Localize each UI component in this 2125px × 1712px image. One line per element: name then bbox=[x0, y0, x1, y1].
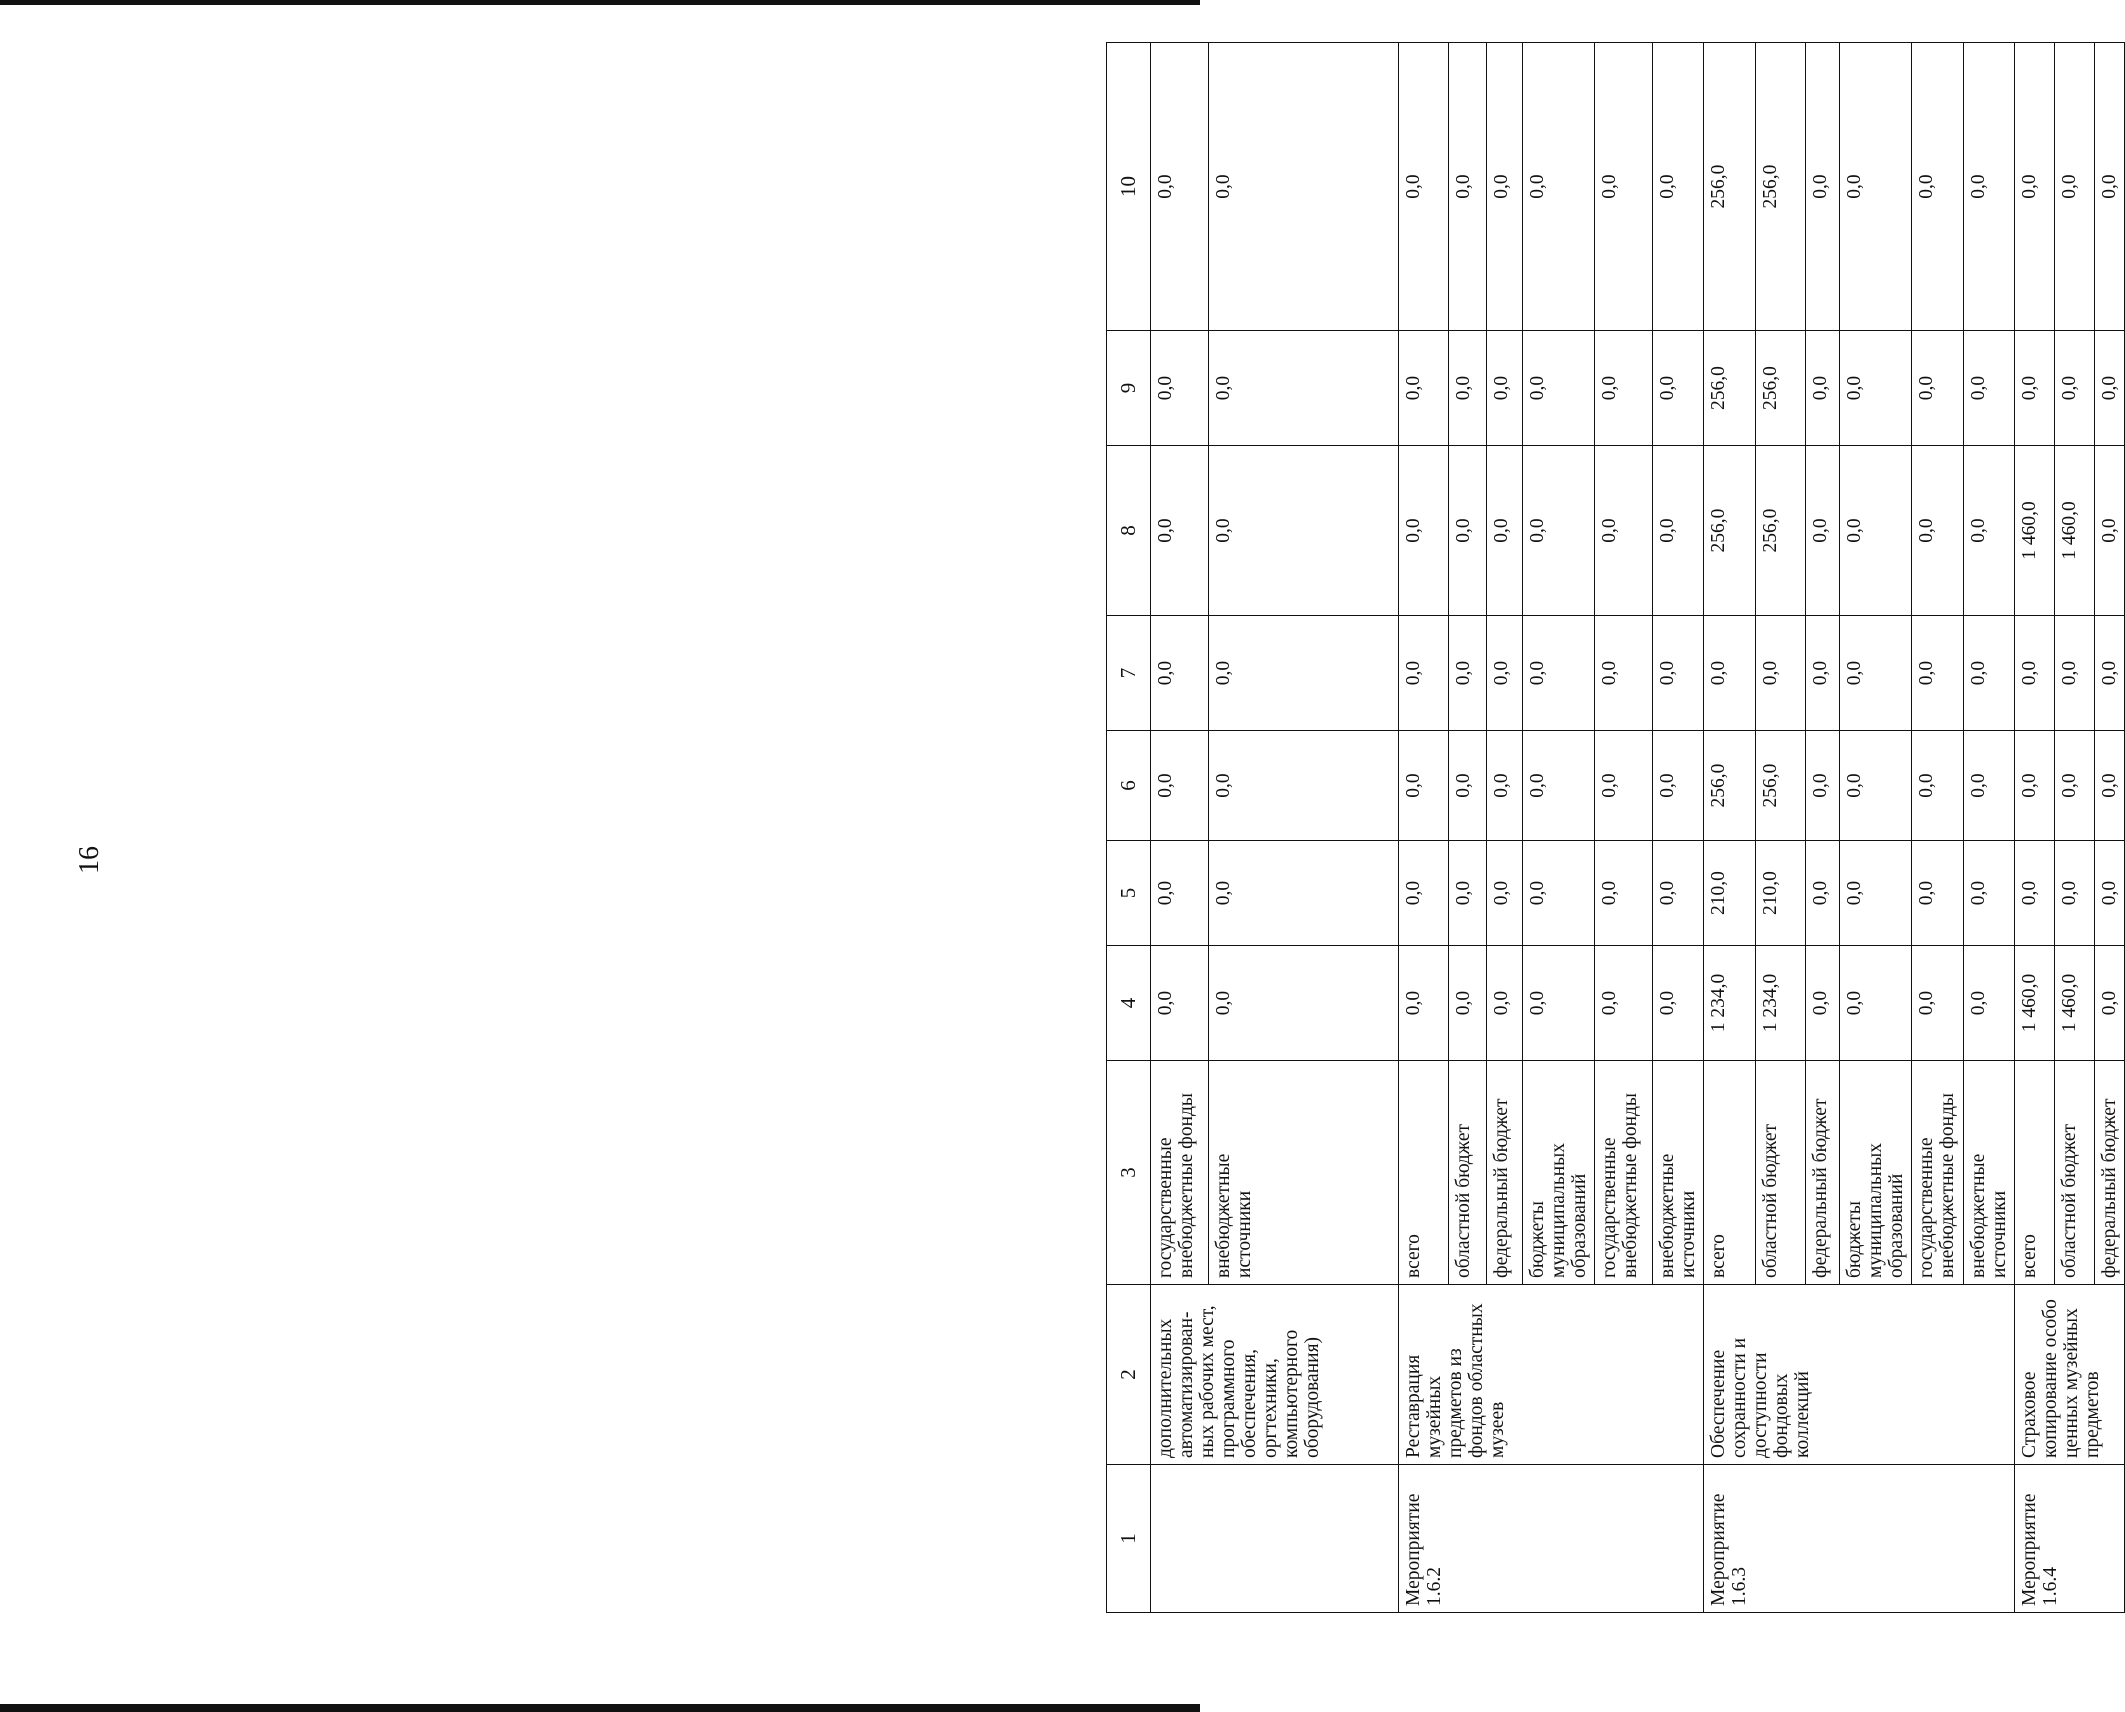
value-cell: 256,0 bbox=[1756, 446, 1806, 616]
value-cell: 0,0 bbox=[1912, 731, 1964, 841]
value-cell: 0,0 bbox=[2095, 43, 2125, 331]
value-cell: 0,0 bbox=[1209, 331, 1399, 446]
value-cell: 0,0 bbox=[2095, 331, 2125, 446]
value-cell: 0,0 bbox=[1653, 841, 1704, 946]
value-cell: 0,0 bbox=[2055, 43, 2095, 331]
value-cell: 1 234,0 bbox=[1756, 946, 1806, 1061]
value-cell: 256,0 bbox=[1704, 446, 1756, 616]
value-cell: 0,0 bbox=[2095, 946, 2125, 1061]
column-header: 2 bbox=[1107, 1285, 1151, 1465]
value-cell: 0,0 bbox=[1653, 331, 1704, 446]
column-header: 8 bbox=[1107, 446, 1151, 616]
value-cell: 0,0 bbox=[1523, 331, 1595, 446]
value-cell: 0,0 bbox=[1449, 946, 1487, 1061]
value-cell: 0,0 bbox=[1964, 331, 2015, 446]
value-cell: 0,0 bbox=[2095, 616, 2125, 731]
funding-source: областной бюджет bbox=[1449, 1061, 1487, 1285]
value-cell: 0,0 bbox=[1806, 43, 1840, 331]
value-cell: 0,0 bbox=[1487, 43, 1523, 331]
value-cell: 0,0 bbox=[1151, 841, 1209, 946]
value-cell: 0,0 bbox=[1840, 331, 1912, 446]
value-cell: 0,0 bbox=[1209, 731, 1399, 841]
event-label: Мероприятие 1.6.4 bbox=[2015, 1465, 2125, 1613]
value-cell: 0,0 bbox=[1209, 616, 1399, 731]
value-cell: 0,0 bbox=[1595, 841, 1653, 946]
funding-source: внебюджетные источники bbox=[1209, 1061, 1399, 1285]
event-description: Реставрация музейных предметов из фондов областных музеев bbox=[1399, 1285, 1704, 1465]
funding-source: государственные внебюджетные фонды bbox=[1151, 1061, 1209, 1285]
value-cell: 0,0 bbox=[1209, 446, 1399, 616]
value-cell: 0,0 bbox=[1449, 43, 1487, 331]
funding-source: федеральный бюджет bbox=[1487, 1061, 1523, 1285]
funding-source: областной бюджет bbox=[1756, 1061, 1806, 1285]
value-cell: 0,0 bbox=[1704, 616, 1756, 731]
column-header: 10 bbox=[1107, 43, 1151, 331]
value-cell: 0,0 bbox=[1806, 331, 1840, 446]
value-cell: 0,0 bbox=[1912, 841, 1964, 946]
value-cell: 0,0 bbox=[1449, 616, 1487, 731]
value-cell: 0,0 bbox=[1964, 841, 2015, 946]
value-cell: 0,0 bbox=[1487, 331, 1523, 446]
value-cell: 0,0 bbox=[1449, 841, 1487, 946]
page-number: 16 bbox=[74, 846, 105, 874]
funding-source: бюджеты муниципальных образований bbox=[1840, 1061, 1912, 1285]
event-description: Страховое копирование особо ценных музейных предметов bbox=[2015, 1285, 2125, 1465]
budget-table-rotated bbox=[1106, 43, 2120, 1613]
value-cell: 0,0 bbox=[2015, 331, 2055, 446]
value-cell: 0,0 bbox=[1487, 731, 1523, 841]
header-row bbox=[1107, 43, 1151, 1613]
value-cell: 0,0 bbox=[1209, 946, 1399, 1061]
value-cell: 0,0 bbox=[1595, 731, 1653, 841]
funding-source: всего bbox=[1704, 1061, 1756, 1285]
value-cell: 0,0 bbox=[1151, 446, 1209, 616]
value-cell: 0,0 bbox=[1840, 731, 1912, 841]
table-row bbox=[1399, 43, 1449, 1613]
value-cell: 0,0 bbox=[1399, 616, 1449, 731]
value-cell: 0,0 bbox=[1912, 331, 1964, 446]
value-cell: 0,0 bbox=[1523, 43, 1595, 331]
column-header: 9 bbox=[1107, 331, 1151, 446]
value-cell: 0,0 bbox=[2015, 841, 2055, 946]
value-cell: 0,0 bbox=[1806, 946, 1840, 1061]
value-cell: 0,0 bbox=[1209, 43, 1399, 331]
value-cell: 0,0 bbox=[1840, 841, 1912, 946]
value-cell: 0,0 bbox=[1151, 331, 1209, 446]
value-cell: 0,0 bbox=[1209, 841, 1399, 946]
funding-source: всего bbox=[1399, 1061, 1449, 1285]
value-cell: 0,0 bbox=[1449, 731, 1487, 841]
funding-source: всего bbox=[2015, 1061, 2055, 1285]
event-label: Мероприятие 1.6.2 bbox=[1399, 1465, 1704, 1613]
value-cell: 0,0 bbox=[2095, 841, 2125, 946]
value-cell: 1 460,0 bbox=[2055, 946, 2095, 1061]
value-cell: 0,0 bbox=[2015, 731, 2055, 841]
event-description: дополнительных автоматизирован-ных рабочих мест, программного обеспечения, оргтехники, компьютерного оборудования) bbox=[1151, 1285, 1399, 1465]
value-cell: 1 460,0 bbox=[2055, 446, 2095, 616]
value-cell: 0,0 bbox=[1523, 946, 1595, 1061]
value-cell: 0,0 bbox=[1523, 731, 1595, 841]
value-cell: 0,0 bbox=[1595, 446, 1653, 616]
value-cell: 256,0 bbox=[1756, 331, 1806, 446]
table-body bbox=[1107, 43, 2125, 1613]
value-cell: 0,0 bbox=[1806, 731, 1840, 841]
budget-table bbox=[1106, 42, 2125, 1613]
value-cell: 0,0 bbox=[1912, 946, 1964, 1061]
value-cell: 0,0 bbox=[1653, 946, 1704, 1061]
column-header: 6 bbox=[1107, 731, 1151, 841]
value-cell: 1 234,0 bbox=[1704, 946, 1756, 1061]
value-cell: 256,0 bbox=[1756, 731, 1806, 841]
value-cell: 0,0 bbox=[1399, 331, 1449, 446]
value-cell: 0,0 bbox=[1487, 946, 1523, 1061]
value-cell: 0,0 bbox=[1806, 446, 1840, 616]
value-cell: 0,0 bbox=[1653, 43, 1704, 331]
value-cell: 0,0 bbox=[1523, 616, 1595, 731]
value-cell: 0,0 bbox=[1487, 841, 1523, 946]
value-cell: 0,0 bbox=[1912, 43, 1964, 331]
table-row bbox=[1704, 43, 1756, 1613]
value-cell: 256,0 bbox=[1704, 43, 1756, 331]
top-scan-border bbox=[0, 0, 1200, 5]
funding-source: федеральный бюджет bbox=[1806, 1061, 1840, 1285]
value-cell: 0,0 bbox=[1964, 446, 2015, 616]
value-cell: 0,0 bbox=[1487, 446, 1523, 616]
value-cell: 0,0 bbox=[2055, 616, 2095, 731]
value-cell: 0,0 bbox=[1912, 616, 1964, 731]
value-cell: 0,0 bbox=[1840, 446, 1912, 616]
value-cell: 0,0 bbox=[1523, 446, 1595, 616]
table-row bbox=[1151, 43, 1209, 1613]
value-cell: 0,0 bbox=[1964, 731, 2015, 841]
event-label: Мероприятие 1.6.3 bbox=[1704, 1465, 2015, 1613]
value-cell: 0,0 bbox=[1653, 616, 1704, 731]
value-cell: 0,0 bbox=[2055, 331, 2095, 446]
value-cell: 0,0 bbox=[1151, 43, 1209, 331]
bottom-scan-border bbox=[0, 1704, 1200, 1712]
column-header: 7 bbox=[1107, 616, 1151, 731]
column-header: 1 bbox=[1107, 1465, 1151, 1613]
event-description: Обеспечение сохранности и доступности фондовых коллекций bbox=[1704, 1285, 2015, 1465]
table-row bbox=[2015, 43, 2055, 1613]
value-cell: 0,0 bbox=[1399, 841, 1449, 946]
value-cell: 0,0 bbox=[1653, 446, 1704, 616]
value-cell: 0,0 bbox=[1151, 731, 1209, 841]
value-cell: 0,0 bbox=[1653, 731, 1704, 841]
value-cell: 0,0 bbox=[1840, 43, 1912, 331]
funding-source: внебюджетные источники bbox=[1964, 1061, 2015, 1285]
value-cell: 0,0 bbox=[1806, 616, 1840, 731]
funding-source: государственные внебюджетные фонды bbox=[1595, 1061, 1653, 1285]
value-cell: 0,0 bbox=[1595, 946, 1653, 1061]
value-cell: 0,0 bbox=[1912, 446, 1964, 616]
value-cell: 0,0 bbox=[1840, 616, 1912, 731]
value-cell: 0,0 bbox=[1523, 841, 1595, 946]
column-header: 3 bbox=[1107, 1061, 1151, 1285]
value-cell: 0,0 bbox=[2015, 616, 2055, 731]
value-cell: 0,0 bbox=[2095, 731, 2125, 841]
value-cell: 0,0 bbox=[1151, 616, 1209, 731]
value-cell: 0,0 bbox=[1964, 946, 2015, 1061]
value-cell: 0,0 bbox=[1595, 331, 1653, 446]
value-cell: 1 460,0 bbox=[2015, 446, 2055, 616]
value-cell: 0,0 bbox=[1399, 446, 1449, 616]
value-cell: 0,0 bbox=[1151, 946, 1209, 1061]
funding-source: бюджеты муниципальных образований bbox=[1523, 1061, 1595, 1285]
value-cell: 0,0 bbox=[1595, 616, 1653, 731]
value-cell: 256,0 bbox=[1704, 731, 1756, 841]
value-cell: 0,0 bbox=[1595, 43, 1653, 331]
value-cell: 0,0 bbox=[2055, 841, 2095, 946]
column-header: 5 bbox=[1107, 841, 1151, 946]
value-cell: 210,0 bbox=[1756, 841, 1806, 946]
value-cell: 0,0 bbox=[1840, 946, 1912, 1061]
value-cell: 0,0 bbox=[1449, 446, 1487, 616]
event-label bbox=[1151, 1465, 1399, 1613]
value-cell: 0,0 bbox=[1487, 616, 1523, 731]
value-cell: 1 460,0 bbox=[2015, 946, 2055, 1061]
funding-source: государственные внебюджетные фонды bbox=[1912, 1061, 1964, 1285]
value-cell: 0,0 bbox=[1964, 616, 2015, 731]
column-header: 4 bbox=[1107, 946, 1151, 1061]
value-cell: 256,0 bbox=[1704, 331, 1756, 446]
value-cell: 0,0 bbox=[1964, 43, 2015, 331]
funding-source: федеральный бюджет bbox=[2095, 1061, 2125, 1285]
value-cell: 0,0 bbox=[1399, 43, 1449, 331]
value-cell: 0,0 bbox=[1399, 946, 1449, 1061]
value-cell: 0,0 bbox=[1806, 841, 1840, 946]
value-cell: 0,0 bbox=[2095, 446, 2125, 616]
value-cell: 0,0 bbox=[1399, 731, 1449, 841]
value-cell: 0,0 bbox=[2055, 731, 2095, 841]
value-cell: 0,0 bbox=[2015, 43, 2055, 331]
value-cell: 0,0 bbox=[1449, 331, 1487, 446]
value-cell: 0,0 bbox=[1756, 616, 1806, 731]
value-cell: 210,0 bbox=[1704, 841, 1756, 946]
funding-source: внебюджетные источники bbox=[1653, 1061, 1704, 1285]
value-cell: 256,0 bbox=[1756, 43, 1806, 331]
funding-source: областной бюджет bbox=[2055, 1061, 2095, 1285]
